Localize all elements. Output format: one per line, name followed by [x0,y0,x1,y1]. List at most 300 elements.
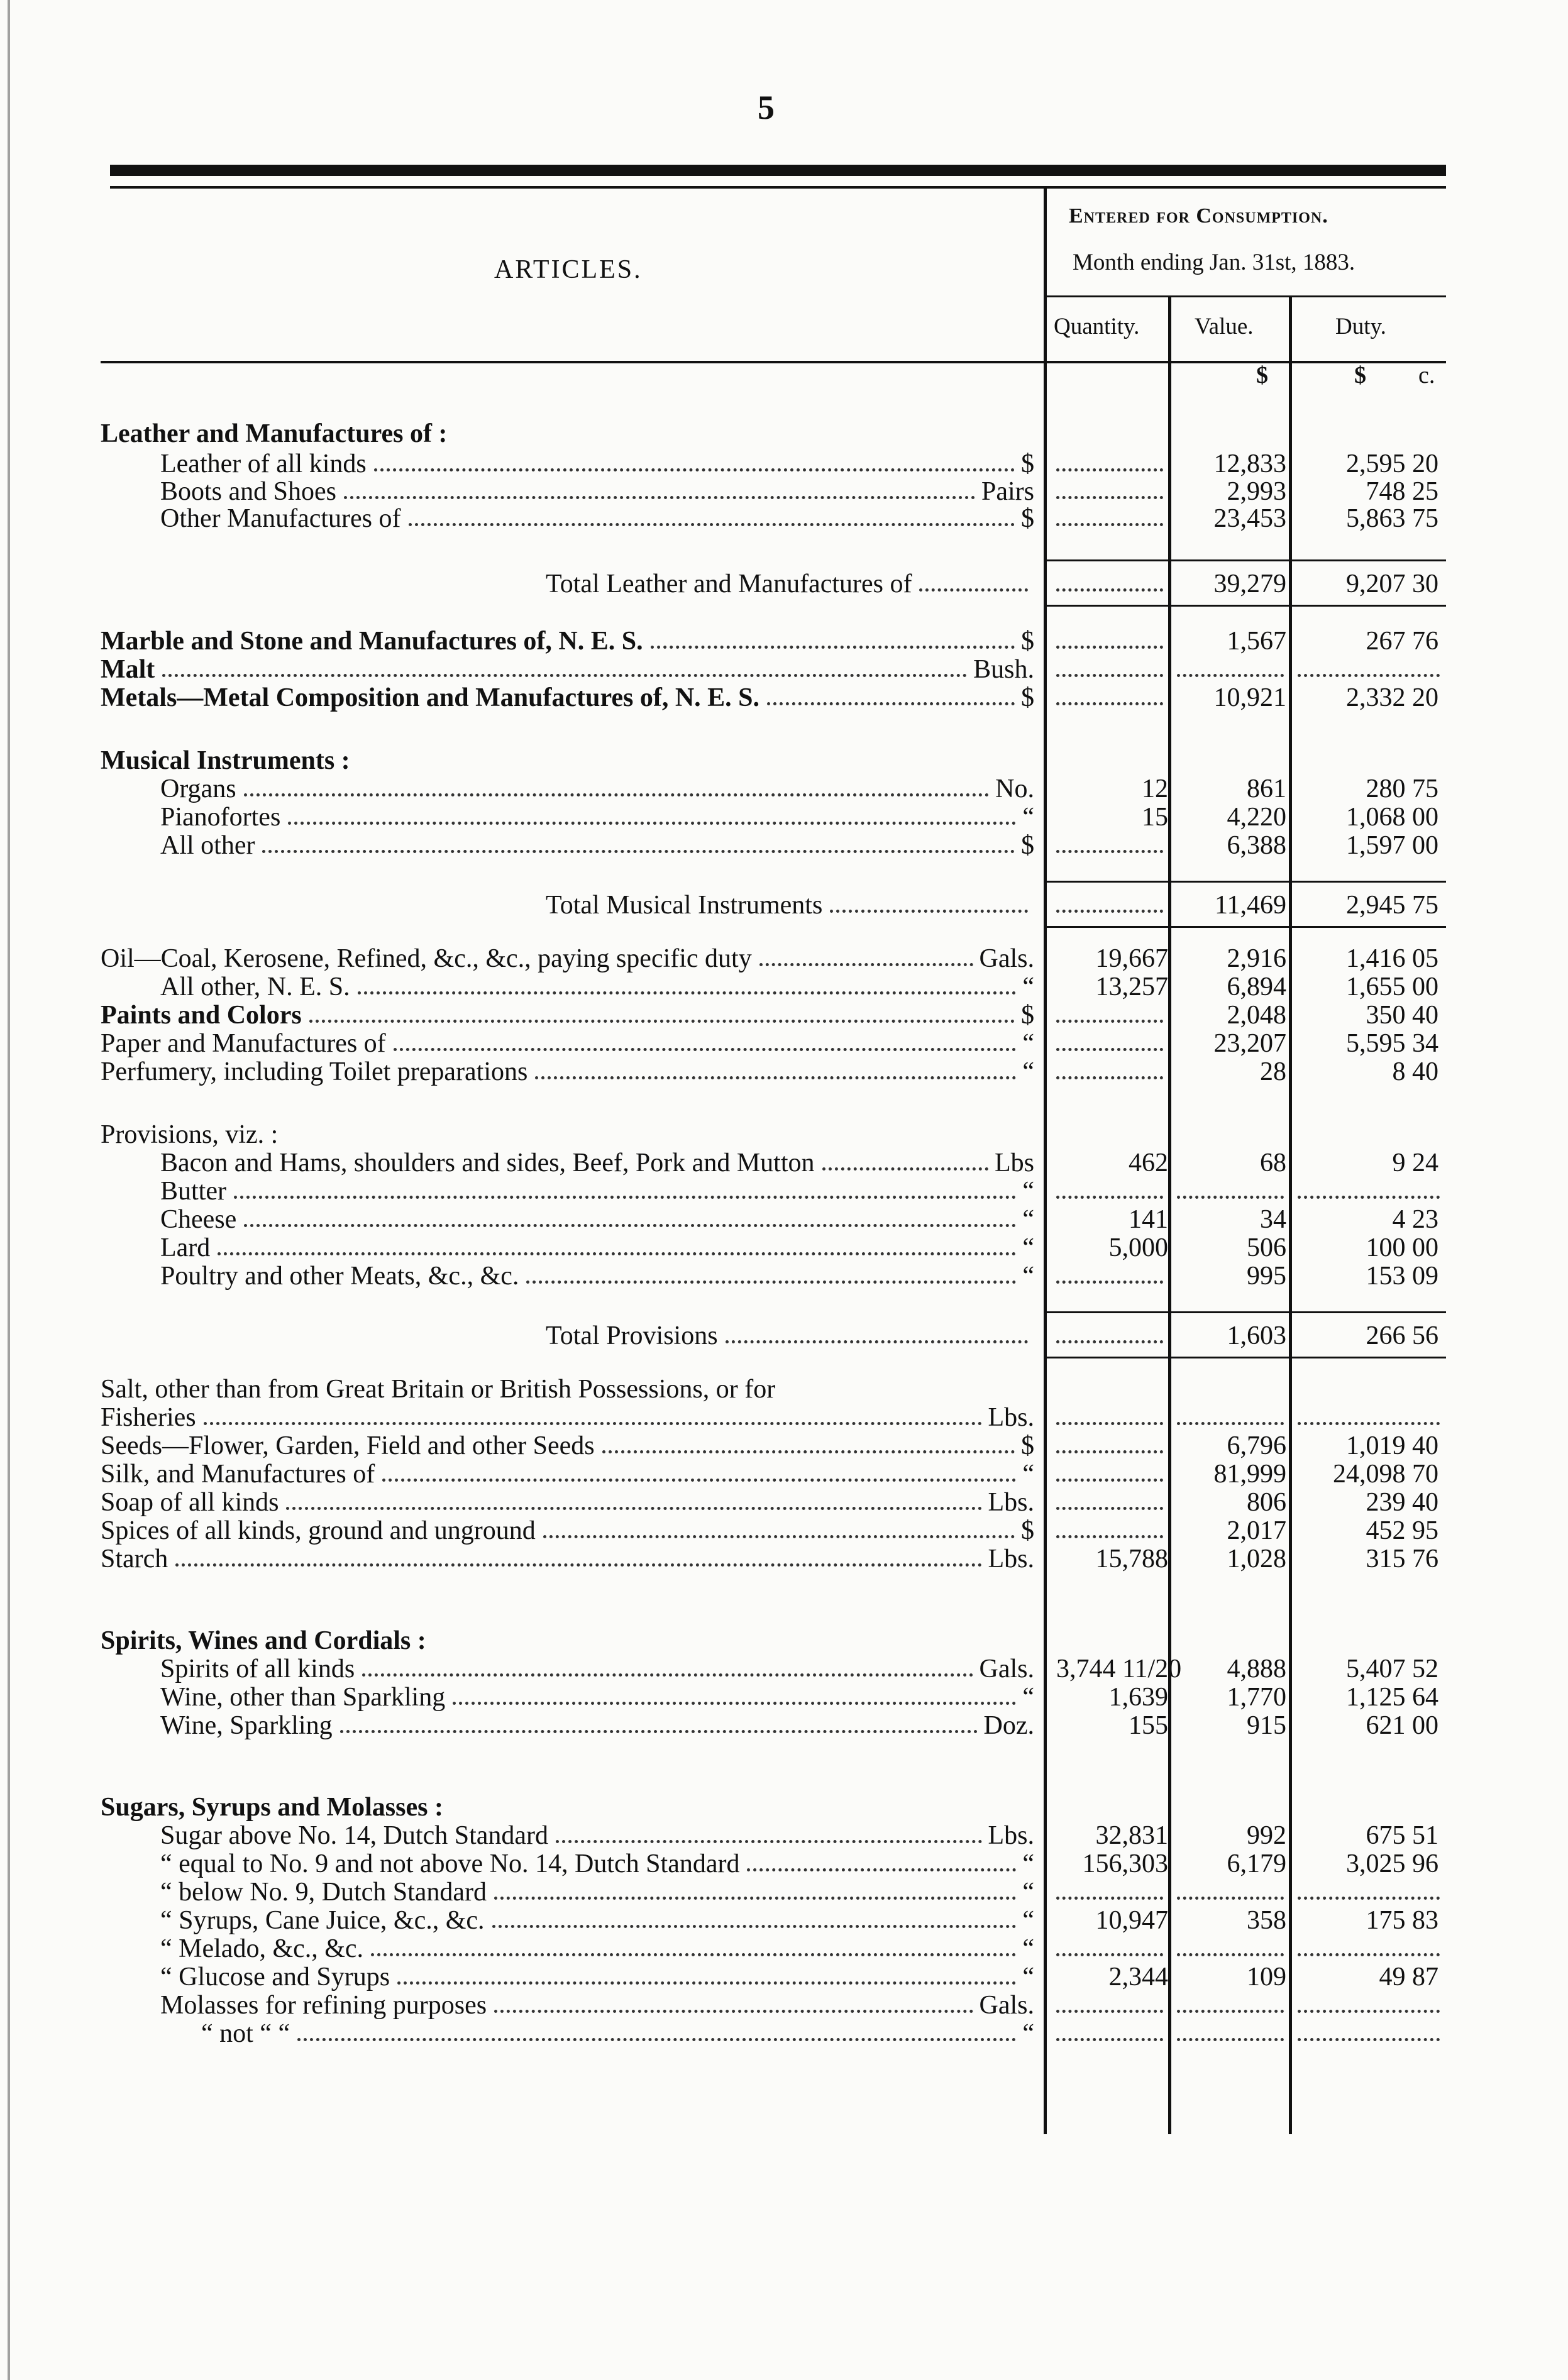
row-label: Seeds—Flower, Garden, Field and other Seeds [101,1431,595,1460]
value-cell: 12,833 [1213,449,1286,478]
row-label: “ Melado, &c., &c. [160,1934,364,1963]
total-rule [1171,605,1289,607]
value-cell: 39,279 [1213,570,1286,598]
leader-dots [492,1912,1017,1928]
leader-dots [309,1007,1015,1023]
row-unit: Bush. [973,655,1034,684]
row-label: Spices of all kinds, ground and unground [101,1516,536,1545]
duty-cell: 675 51 [1366,1821,1438,1850]
row-label: Leather of all kinds [160,449,367,478]
header-separator [1047,295,1446,297]
duty-cell: 100 00 [1366,1233,1438,1262]
leader-dots [262,837,1015,853]
quantity-cell: 19,667 [1095,944,1168,973]
duty-cell: 8 40 [1392,1057,1438,1086]
leader-dots [358,979,1017,994]
value-cell: 28 [1260,1057,1286,1086]
table-row [0,1000,1568,1031]
value-cell: 506 [1247,1233,1286,1262]
quantity-blank-dots [1056,1406,1163,1425]
row-unit: “ [1022,803,1034,832]
leader-dots [297,2025,1016,2041]
table-row [0,971,1568,1003]
row-label: Total Provisions [546,1321,718,1350]
row-unit: “ [1022,1849,1034,1878]
leader-dots [204,1409,982,1425]
duty-cell: 5,407 52 [1346,1655,1438,1683]
value-cell: 1,028 [1227,1545,1286,1573]
table-row [0,1028,1568,1059]
table-row [0,568,1568,600]
row-label: Fisheries [101,1403,196,1432]
table-row [0,1990,1568,2021]
leader-dots [374,456,1015,471]
duty-blank-dots [1298,1937,1440,1956]
leader-dots [494,1884,1016,1900]
table-row [0,1515,1568,1546]
table-row [0,830,1568,861]
value-cell: 6,894 [1227,972,1286,1001]
table-row [0,1204,1568,1235]
duty-cell: 49 87 [1379,1963,1438,1992]
value-cell: 6,388 [1227,831,1286,860]
row-label: Malt [101,655,155,684]
duty-cell: 9 24 [1392,1149,1438,1177]
value-cell: 915 [1247,1711,1286,1740]
row-unit: “ [1022,1683,1034,1712]
row-label: Sugars, Syrups and Molasses : [101,1793,443,1822]
quantity-blank-dots [1056,507,1163,526]
leader-dots [726,1328,1028,1343]
leader-dots [556,1827,981,1843]
leader-dots [362,1661,973,1677]
leader-dots [286,1494,981,1510]
quantity-blank-dots [1056,480,1163,499]
leader-dots [409,510,1015,526]
row-label: “ below No. 9, Dutch Standard [160,1878,487,1907]
header-rule [101,361,1446,363]
table-row [0,802,1568,833]
leader-dots [919,576,1028,592]
duty-cell: 1,125 64 [1346,1683,1438,1712]
table-row [0,745,1568,776]
leader-dots [602,1438,1015,1453]
table-row [0,1260,1568,1292]
duty-cell: 452 95 [1366,1516,1438,1545]
row-label: “ Glucose and Syrups [160,1963,390,1992]
value-column-header: Value. [1195,314,1254,339]
quantity-cell: 3,744 11/20 [1056,1655,1182,1683]
quantity-blank-dots [1056,686,1163,705]
row-unit: “ [1022,1906,1034,1935]
leader-dots [288,809,1016,825]
value-cell: 68 [1260,1149,1286,1177]
row-unit: $ [1021,683,1034,712]
duty-cell: 239 40 [1366,1488,1438,1517]
duty-cell: 24,098 70 [1333,1460,1438,1489]
table-row [0,1232,1568,1264]
quantity-cell: 156,303 [1082,1849,1168,1878]
value-blank-dots [1177,1880,1284,1900]
duty-blank-dots [1298,1179,1440,1199]
row-label: Butter [160,1177,226,1206]
table-row [0,1056,1568,1088]
value-blank-dots [1177,1406,1284,1425]
total-rule [1171,881,1289,883]
duty-cell: 3,025 96 [1346,1849,1438,1878]
table-row [0,1119,1568,1150]
row-label: Salt, other than from Great Britain or British Possessions, or for [101,1375,776,1404]
total-rule [1291,881,1446,883]
value-cell: 358 [1247,1906,1286,1935]
row-unit: Gals. [979,1991,1034,2020]
row-unit: $ [1021,831,1034,860]
table-row [0,1430,1568,1462]
quantity-blank-dots [1056,1324,1163,1343]
table-row [0,1710,1568,1741]
value-cell: 10,921 [1213,683,1286,712]
row-unit: “ [1022,1963,1034,1992]
value-cell: 81,999 [1213,1460,1286,1489]
duty-cell: 1,416 05 [1346,944,1438,973]
value-blank-dots [1177,658,1284,677]
top-rule [110,165,1446,176]
row-label: Sugar above No. 14, Dutch Standard [160,1821,549,1850]
duty-cell: 315 76 [1366,1545,1438,1573]
row-unit: Lbs. [988,1545,1034,1573]
table-row [0,1792,1568,1823]
quantity-blank-dots [1056,1880,1163,1900]
total-rule [1291,605,1446,607]
entered-heading: Entered for Consumption. [1069,204,1328,228]
row-unit: “ [1022,1205,1034,1234]
value-cell: 2,916 [1227,944,1286,973]
total-rule [1171,1357,1289,1358]
duty-cell: 2,332 20 [1346,683,1438,712]
row-unit: $ [1021,449,1034,478]
duty-cell: 280 75 [1366,774,1438,803]
value-cell: 1,567 [1227,627,1286,656]
table-row [0,503,1568,534]
table-row [0,1820,1568,1851]
leader-dots [494,1997,973,2013]
row-label: Cheese [160,1205,237,1234]
leader-dots [767,690,1015,705]
total-rule [1047,1311,1168,1313]
leader-dots [651,633,1015,649]
duty-cell: 267 76 [1366,627,1438,656]
table-row [0,773,1568,805]
total-rule [1291,559,1446,561]
leader-dots [371,1941,1016,1956]
table-row [0,1543,1568,1575]
row-label: “ not “ “ [201,2019,290,2048]
table-row [0,1653,1568,1685]
duty-blank-dots [1298,1406,1440,1425]
duty-cell: 1,655 00 [1346,972,1438,1001]
table-row [0,1682,1568,1713]
leader-dots [244,1211,1016,1227]
duty-cell: 175 83 [1366,1906,1438,1935]
row-unit: “ [1022,1878,1034,1907]
quantity-blank-dots [1056,629,1163,649]
row-label: Bacon and Hams, shoulders and sides, Beef, Pork and Mutton [160,1149,815,1177]
row-unit: $ [1021,1516,1034,1545]
value-cell: 806 [1247,1488,1286,1517]
top-rule-thin [110,186,1446,189]
quantity-blank-dots [1056,2022,1163,2041]
quantity-blank-dots [1056,1434,1163,1453]
value-cell: 109 [1247,1963,1286,1992]
table-row [0,1625,1568,1656]
row-unit: Lbs. [988,1403,1034,1432]
quantity-cell: 15,788 [1095,1545,1168,1573]
articles-heading: ARTICLES. [494,255,643,284]
quantity-column-header: Quantity. [1054,314,1140,339]
duty-cell: 1,068 00 [1346,803,1438,832]
quantity-cell: 155 [1129,1711,1168,1740]
duty-cell: 9,207 30 [1346,570,1438,598]
value-cell: 6,796 [1227,1431,1286,1460]
quantity-blank-dots [1056,1179,1163,1199]
table-row [0,890,1568,921]
row-label: Organs [160,774,236,803]
table-row [0,1458,1568,1490]
row-unit: Gals. [979,944,1034,973]
quantity-blank-dots [1056,1519,1163,1538]
leader-dots [543,1523,1015,1538]
row-label: Soap of all kinds [101,1488,279,1517]
row-label: Provisions, viz. : [101,1120,279,1149]
row-label: Poultry and other Meats, &c., &c. [160,1262,519,1291]
total-rule [1291,1311,1446,1313]
value-cell: 11,469 [1215,891,1286,920]
value-cell: 1,603 [1227,1321,1286,1350]
quantity-blank-dots [1056,1264,1163,1284]
leader-dots [175,1551,981,1567]
row-unit: “ [1022,1057,1034,1086]
quantity-blank-dots [1056,893,1163,913]
quantity-blank-dots [1056,1060,1163,1079]
duty-cell: 1,597 00 [1346,831,1438,860]
value-cell: 992 [1247,1821,1286,1850]
value-unit: $ [1256,362,1268,388]
duty-cell: 350 40 [1366,1001,1438,1030]
quantity-cell: 13,257 [1095,972,1168,1001]
row-unit: Doz. [983,1711,1034,1740]
value-cell: 1,770 [1227,1683,1286,1712]
table-row [0,1320,1568,1352]
value-cell: 4,220 [1227,803,1286,832]
table-row [0,448,1568,480]
row-label: Pianofortes [160,803,281,832]
table-row [0,1176,1568,1207]
leader-dots [162,661,967,677]
leader-dots [526,1268,1016,1284]
value-blank-dots [1177,1179,1284,1199]
duty-cell: 5,595 34 [1346,1029,1438,1058]
cents-unit: c. [1418,362,1435,388]
row-label: Total Musical Instruments [546,891,823,920]
duty-cell: 2,595 20 [1346,449,1438,478]
duty-cell: 748 25 [1366,477,1438,506]
row-label: Wine, other than Sparkling [160,1683,446,1712]
duty-cell: 2,945 75 [1346,891,1438,920]
quantity-blank-dots [1056,452,1163,471]
quantity-cell: 10,947 [1095,1906,1168,1935]
quantity-blank-dots [1056,834,1163,853]
quantity-blank-dots [1056,1993,1163,2013]
row-unit: “ [1022,1460,1034,1489]
total-rule [1171,926,1289,928]
duty-unit: $ [1354,362,1366,388]
table-row [0,654,1568,685]
quantity-blank-dots [1056,1462,1163,1482]
value-cell: 2,048 [1227,1001,1286,1030]
row-label: Starch [101,1545,168,1573]
row-label: Wine, Sparkling [160,1711,333,1740]
row-label: Perfumery, including Toilet preparations [101,1057,528,1086]
leader-dots [535,1064,1016,1079]
total-rule [1291,1357,1446,1358]
row-label: Boots and Shoes [160,477,337,506]
quantity-cell: 141 [1129,1205,1168,1234]
table-row [0,943,1568,974]
quantity-cell: 1,639 [1108,1683,1168,1712]
quantity-cell: 32,831 [1095,1821,1168,1850]
quantity-blank-dots [1056,658,1163,677]
duty-column-header: Duty. [1335,314,1386,339]
quantity-blank-dots [1056,572,1163,592]
quantity-cell: 12 [1142,774,1168,803]
table-row [0,1487,1568,1518]
quantity-blank-dots [1056,1032,1163,1051]
leader-dots [382,1466,1016,1482]
quantity-blank-dots [1056,1490,1163,1510]
duty-cell: 4 23 [1392,1205,1438,1234]
row-unit: “ [1022,1934,1034,1963]
table-row [0,2018,1568,2049]
row-unit: No. [995,774,1034,803]
value-blank-dots [1177,1993,1284,2013]
quantity-cell: 462 [1129,1149,1168,1177]
leader-dots [344,483,975,499]
quantity-blank-dots [1056,1937,1163,1956]
quantity-cell: 2,344 [1108,1963,1168,1992]
total-rule [1047,926,1168,928]
row-label: Total Leather and Manufactures of [546,570,912,598]
row-label: Paper and Manufactures of [101,1029,386,1058]
duty-cell: 621 00 [1366,1711,1438,1740]
total-rule [1047,1357,1168,1358]
value-cell: 23,207 [1213,1029,1286,1058]
quantity-blank-dots [1056,1003,1163,1023]
row-label: Silk, and Manufactures of [101,1460,375,1489]
row-label: “ Syrups, Cane Juice, &c., &c. [160,1906,485,1935]
month-heading: Month ending Jan. 31st, 1883. [1073,250,1355,275]
table-row [0,1147,1568,1179]
row-label: Metals—Metal Composition and Manufactures of, N. E. S. [101,683,760,712]
duty-cell: 153 09 [1366,1262,1438,1291]
table-row [0,1374,1568,1405]
duty-blank-dots [1298,1993,1440,2013]
value-cell: 995 [1247,1262,1286,1291]
total-rule [1171,1311,1289,1313]
row-unit: $ [1021,1431,1034,1460]
row-label: Leather and Manufactures of : [101,419,448,448]
value-blank-dots [1177,1937,1284,1956]
row-label: Molasses for refining purposes [160,1991,487,2020]
table-row [0,1402,1568,1433]
leader-dots [394,1035,1017,1051]
leader-dots [218,1240,1016,1255]
value-cell: 34 [1260,1205,1286,1234]
value-cell: 861 [1247,774,1286,803]
leader-dots [747,1856,1016,1871]
leader-dots [340,1717,978,1733]
value-cell: 23,453 [1213,504,1286,533]
value-cell: 2,017 [1227,1516,1286,1545]
row-unit: $ [1021,504,1034,533]
table-row [0,418,1568,449]
table-row [0,1905,1568,1936]
row-unit: “ [1022,1262,1034,1291]
leader-dots [244,781,990,796]
row-label: Spirits, Wines and Cordials : [101,1626,426,1655]
table-row [0,1961,1568,1993]
leader-dots [397,1969,1016,1985]
total-rule [1291,926,1446,928]
row-unit: $ [1021,627,1034,656]
row-unit: “ [1022,2019,1034,2048]
duty-blank-dots [1298,658,1440,677]
row-unit: Gals. [979,1655,1034,1683]
row-label: Oil—Coal, Kerosene, Refined, &c., &c., paying specific duty [101,944,752,973]
table-row [0,1876,1568,1908]
row-label: “ equal to No. 9 and not above No. 14, Dutch Standard [160,1849,740,1878]
row-label: All other [160,831,255,860]
row-label: Paints and Colors [101,1001,302,1030]
duty-cell: 1,019 40 [1346,1431,1438,1460]
row-unit: $ [1021,1001,1034,1030]
total-rule [1047,605,1168,607]
value-blank-dots [1177,2022,1284,2041]
row-label: Marble and Stone and Manufactures of, N. E. S. [101,627,643,656]
row-unit: “ [1022,1233,1034,1262]
total-rule [1171,559,1289,561]
row-unit: Pairs [981,477,1034,506]
leader-dots [822,1155,988,1171]
leader-dots [830,897,1028,913]
leader-dots [234,1183,1016,1199]
table-row [0,625,1568,657]
row-label: Lard [160,1233,211,1262]
table-row [0,682,1568,713]
value-cell: 2,993 [1227,477,1286,506]
row-unit: Lbs [995,1149,1034,1177]
row-unit: “ [1022,1177,1034,1206]
row-unit: “ [1022,1029,1034,1058]
value-cell: 6,179 [1227,1849,1286,1878]
total-rule [1047,881,1168,883]
row-unit: Lbs. [988,1488,1034,1517]
page-number: 5 [758,89,775,126]
duty-blank-dots [1298,2022,1440,2041]
row-label: Spirits of all kinds [160,1655,355,1683]
row-unit: “ [1022,972,1034,1001]
quantity-cell: 15 [1142,803,1168,832]
total-rule [1047,559,1168,561]
